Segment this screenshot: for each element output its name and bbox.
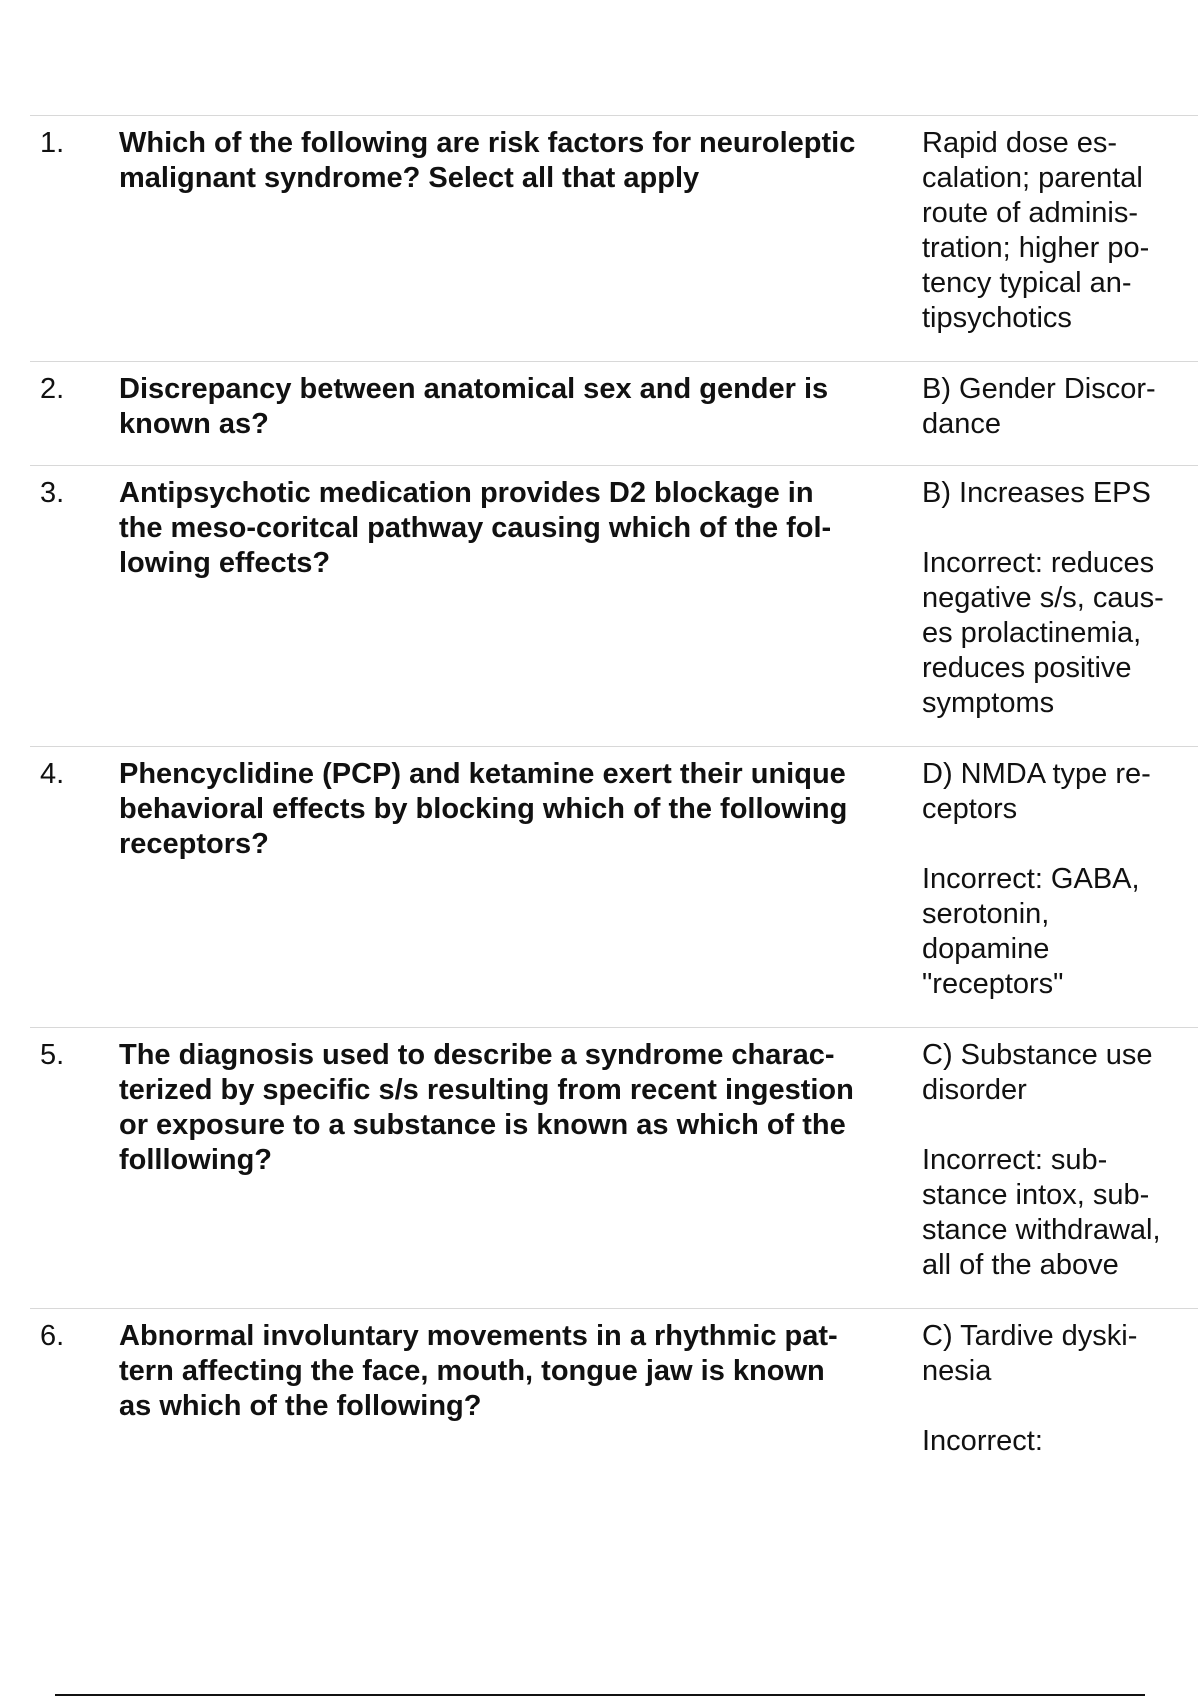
incorrect-note: Incorrect: reduces negative s/s, caus- es prolactinemia, reduces positive symptoms xyxy=(922,547,1164,719)
answer-text: C) Tardive dyski- nesia xyxy=(922,1320,1138,1387)
question-text: Phencyclidine (PCP) and ketamine exert their unique behavioral effects by blocking which of the following receptors? xyxy=(119,758,848,860)
card-number: 5. xyxy=(40,1039,65,1071)
flashcard-row xyxy=(30,1309,1198,1509)
answer-text: B) Increases EPS xyxy=(922,477,1151,509)
footer-divider xyxy=(55,1694,1145,1696)
answer-block xyxy=(919,1038,1198,1292)
flashcard-row xyxy=(30,116,1198,362)
question-text: Antipsychotic medication provides D2 blockage in the meso-coritcal pathway causing which of the fol- lowing effects? xyxy=(119,477,832,579)
incorrect-note: Incorrect: sub- stance intox, sub- stance withdrawal, all of the above xyxy=(922,1144,1161,1281)
question-text: The diagnosis used to describe a syndrome charac- terized by specific s/s resulting from recent ingestion or exposure to a substance is known as which of the folllowing? xyxy=(119,1039,854,1176)
flashcard-row xyxy=(30,466,1198,747)
card-number: 4. xyxy=(40,758,65,790)
incorrect-note: Incorrect: GABA, serotonin, dopamine "receptors" xyxy=(922,863,1140,1000)
card-number: 6. xyxy=(40,1320,65,1352)
answer-text: Rapid dose es- calation; parental route of adminis- tration; higher po- tency typical an- tipsychotics xyxy=(922,127,1150,334)
flashcard-row xyxy=(30,362,1198,466)
question-text: Abnormal involuntary movements in a rhythmic pat- tern affecting the face, mouth, tongue jaw is known as which of the following? xyxy=(119,1320,838,1422)
question-text: Discrepancy between anatomical sex and gender is known as? xyxy=(119,373,829,440)
flashcard-list xyxy=(30,115,1198,1509)
answer-block xyxy=(919,757,1198,1011)
question-text: Which of the following are risk factors for neuroleptic malignant syndrome? Select all that apply xyxy=(119,127,856,194)
flashcard-row xyxy=(30,1028,1198,1309)
answer-text: D) NMDA type re- ceptors xyxy=(922,758,1151,825)
answer-block xyxy=(919,476,1198,730)
answer-text: B) Gender Discor- dance xyxy=(922,373,1156,440)
answer-block xyxy=(919,1319,1198,1493)
answer-block xyxy=(919,126,1198,345)
answer-block xyxy=(919,372,1198,449)
card-number: 2. xyxy=(40,373,65,405)
card-number: 1. xyxy=(40,127,65,159)
card-number: 3. xyxy=(40,477,65,509)
flashcard-row xyxy=(30,747,1198,1028)
incorrect-note: Incorrect: xyxy=(922,1425,1043,1457)
answer-text: C) Substance use disorder xyxy=(922,1039,1153,1106)
